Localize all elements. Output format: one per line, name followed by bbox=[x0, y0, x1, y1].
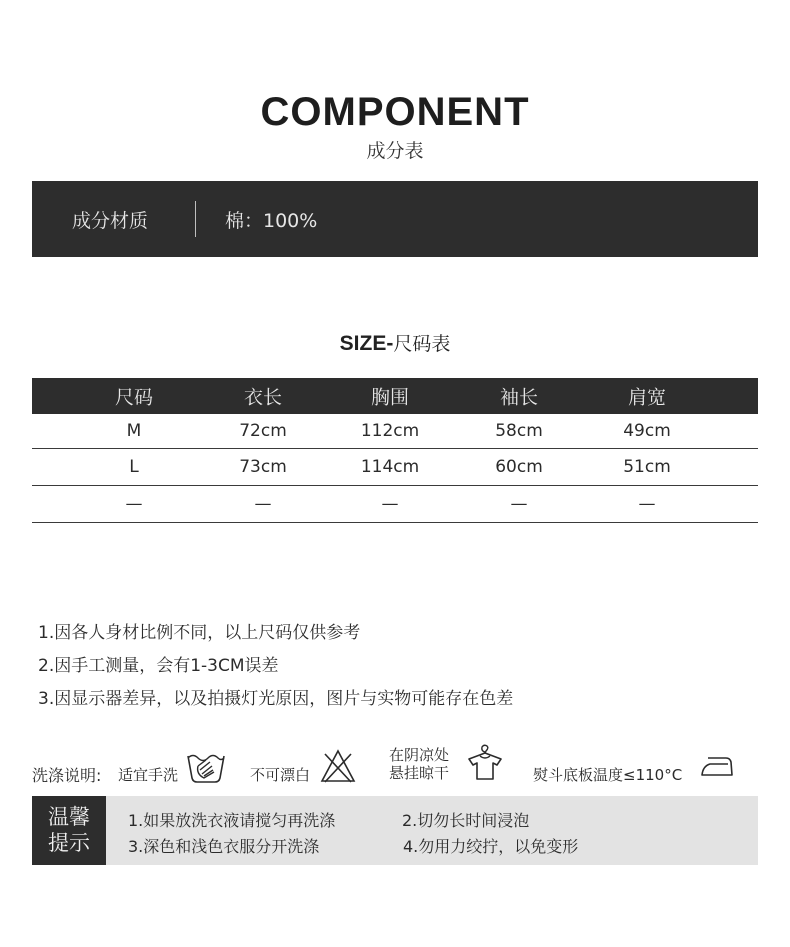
table-cell: — bbox=[381, 494, 399, 514]
table-cell: 112cm bbox=[360, 421, 420, 441]
care-hand-wash-text: 适宜手洗 bbox=[118, 766, 179, 784]
hand-wash-icon bbox=[186, 748, 226, 784]
material-label: 成分材质 bbox=[72, 210, 149, 232]
tips-panel bbox=[32, 796, 758, 865]
size-title-rest: 尺码表 bbox=[393, 333, 451, 355]
table-cell: 72cm bbox=[239, 421, 287, 441]
no-bleach-icon bbox=[320, 748, 356, 784]
table-cell: — bbox=[254, 494, 272, 514]
care-iron-text: 熨斗底板温度≤110°C bbox=[533, 766, 683, 784]
page-subtitle: 成分表 bbox=[366, 140, 424, 162]
header-cell-chest: 胸围 bbox=[370, 386, 410, 409]
table-cell: 114cm bbox=[360, 457, 420, 477]
header-cell-shoulder: 肩宽 bbox=[627, 386, 667, 409]
material-divider bbox=[195, 201, 196, 237]
size-notes bbox=[38, 617, 513, 716]
header-cell-length: 衣长 bbox=[243, 386, 283, 409]
note-item: 1.因各人身材比例不同，以上尺码仅供参考 bbox=[38, 623, 361, 643]
table-row bbox=[32, 486, 758, 523]
care-no-bleach-text: 不可漂白 bbox=[250, 766, 311, 784]
tip-item: 4.勿用力绞拧，以免变形 bbox=[403, 837, 579, 856]
iron-icon bbox=[700, 754, 734, 780]
table-cell: M bbox=[126, 421, 142, 441]
header-cell-sleeve: 袖长 bbox=[499, 386, 539, 409]
table-cell: 60cm bbox=[495, 457, 543, 477]
size-table bbox=[32, 378, 758, 523]
material-value: 棉：100% bbox=[225, 210, 318, 232]
table-cell: L bbox=[129, 457, 139, 477]
material-bar bbox=[32, 181, 758, 257]
care-label: 洗涤说明: bbox=[32, 766, 102, 785]
tip-item: 2.切勿长时间浸泡 bbox=[402, 811, 530, 830]
header-cell-size: 尺码 bbox=[114, 386, 154, 409]
table-cell: — bbox=[125, 494, 143, 514]
tips-label-line1: 温馨 bbox=[48, 805, 90, 829]
table-cell: — bbox=[510, 494, 528, 514]
table-cell: 49cm bbox=[623, 421, 671, 441]
care-shade-dry-line1: 在阴凉处 bbox=[389, 746, 450, 764]
table-cell: 73cm bbox=[239, 457, 287, 477]
hang-dry-icon bbox=[466, 743, 504, 781]
tips-label-line2: 提示 bbox=[48, 831, 90, 855]
table-row bbox=[32, 414, 758, 449]
table-cell: 58cm bbox=[495, 421, 543, 441]
table-row bbox=[32, 449, 758, 486]
size-title-bold: SIZE- bbox=[339, 332, 394, 355]
tip-item: 3.深色和浅色衣服分开洗涤 bbox=[128, 837, 320, 856]
page-title: COMPONENT bbox=[260, 90, 530, 134]
note-item: 3.因显示器差异，以及拍摄灯光原因，图片与实物可能存在色差 bbox=[38, 689, 514, 709]
tips-label bbox=[32, 796, 106, 865]
note-item: 2.因手工测量，会有1-3CM误差 bbox=[38, 656, 279, 676]
size-table-header bbox=[32, 378, 758, 414]
care-shade-dry-line2: 悬挂晾干 bbox=[389, 764, 450, 782]
care-instructions bbox=[0, 740, 790, 790]
table-cell: — bbox=[638, 494, 656, 514]
table-cell: 51cm bbox=[623, 457, 671, 477]
size-section-title bbox=[0, 329, 790, 356]
tip-item: 1.如果放洗衣液请搅匀再洗涤 bbox=[128, 811, 336, 830]
